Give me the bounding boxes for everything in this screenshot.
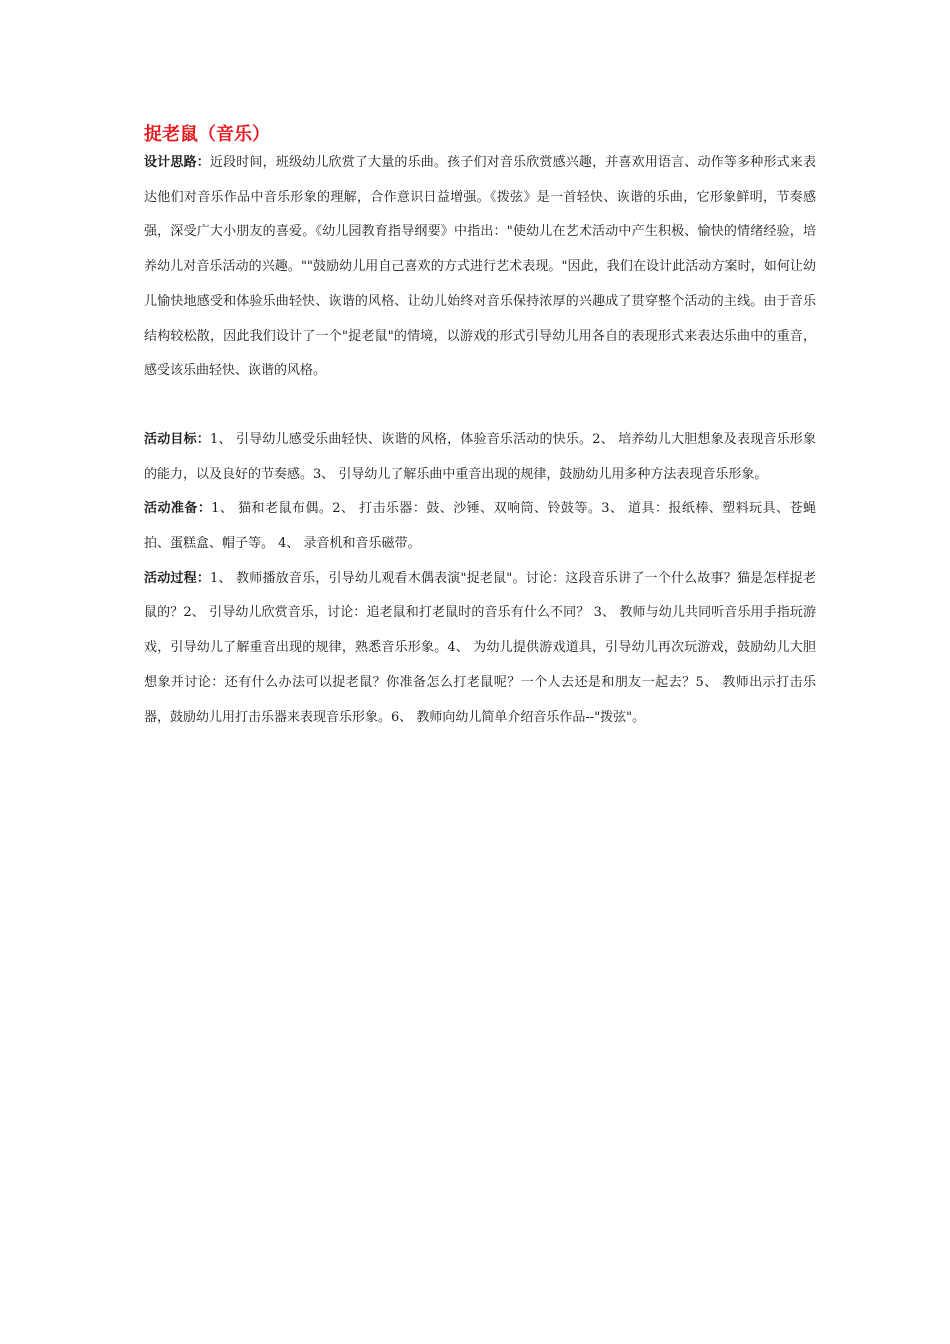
section-design-idea xyxy=(144,146,816,389)
document-page xyxy=(144,122,816,735)
section-text: 1、 引导幼儿感受乐曲轻快、诙谐的风格，体验音乐活动的快乐。2、 培养幼儿大胆想象及表现音乐形象的能力，以及良好的节奏感。3、 引导幼儿了解乐曲中重音出现的规律，鼓励幼儿用多种方法表现音乐形象。 xyxy=(144,431,816,482)
section-text: 1、 猫和老鼠布偶。2、 打击乐器：鼓、沙锤、双响筒、铃鼓等。3、 道具：报纸棒、塑料玩具、苍蝇拍、蛋糕盒、帽子等。 4、 录音机和音乐磁带。 xyxy=(144,501,816,552)
section-label: 活动准备： xyxy=(144,501,212,517)
section-text: 近段时间，班级幼儿欣赏了大量的乐曲。孩子们对音乐欣赏感兴趣，并喜欢用语言、动作等多种形式来表达他们对音乐作品中音乐形象的理解，合作意识日益增强。《拨弦》是一首轻快、诙谐的乐曲，它形象鲜明，节奏感强，深受广大小朋友的喜爱。《幼儿园教育指导纲要》中指出："使幼儿在艺术活动中产生积极、愉快的情绪经验，培养幼儿对音乐活动的兴趣。""鼓励幼儿用自己喜欢的方式进行艺术表现。"因此，我们在设计此活动方案时，如何让幼儿愉快地感受和体验乐曲轻快、诙谐的风格、让幼儿始终对音乐保持浓厚的兴趣成了贯穿整个活动的主线。由于音乐结构较松散，因此我们设计了一个"捉老鼠"的情境，以游戏的形式引导幼儿用各自的表现形式来表达乐曲中的重音，感受该乐曲轻快、诙谐的风格。 xyxy=(144,155,816,379)
section-text: 1、 教师播放音乐，引导幼儿观看木偶表演"捉老鼠"。讨论：这段音乐讲了一个什么故事？猫是怎样捉老鼠的？2、 引导幼儿欣赏音乐，讨论：追老鼠和打老鼠时的音乐有什么不同？ 3、 教师与幼儿共同听音乐用手指玩游戏，引导幼儿了解重音出现的规律，熟悉音乐形象。4、 为幼儿提供游戏道具，引导幼儿再次玩游戏，鼓励幼儿大胆想象并讨论：还有什么办法可以捉老鼠？你准备怎么打老鼠呢？一个人去还是和朋友一起去？5、 教师出示打击乐器，鼓励幼儿用打击乐器来表现音乐形象。6、 教师向幼儿简单介绍音乐作品--"拨弦"。 xyxy=(144,570,816,725)
document-title: 捉老鼠（音乐） xyxy=(144,124,270,145)
section-label: 活动过程： xyxy=(144,570,211,586)
section-label: 设计思路： xyxy=(144,155,210,170)
section-preparation xyxy=(144,492,816,561)
section-goals xyxy=(144,423,816,492)
section-gap xyxy=(144,389,816,423)
section-process xyxy=(144,562,816,736)
section-label: 活动目标： xyxy=(144,431,210,447)
